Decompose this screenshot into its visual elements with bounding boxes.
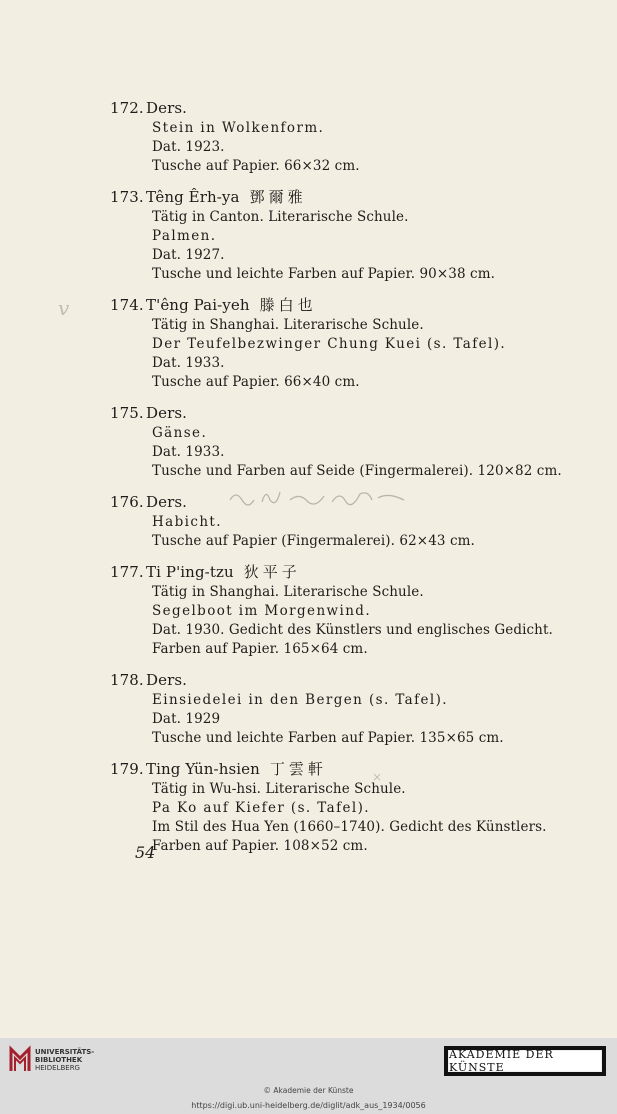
catalogue-entry [110,187,590,284]
copyright-notice: © Akademie der Künste [263,1086,354,1095]
catalogue-entry [110,759,590,856]
artist-name-chinese: 鄧爾雅 [249,188,307,206]
page-number: 54 [135,843,156,862]
artist-name: Ting Yün-hsien [146,760,260,778]
entry-detail-line: Tusche und leichte Farben auf Papier. 90×38 cm. [152,266,496,282]
pencil-scribble [228,486,408,508]
entry-detail-line: Segelboot im Morgenwind. [152,603,372,619]
entry-number: 179. [110,760,144,778]
akademie-badge[interactable]: AKADEMIE DER KÜNSTE [444,1046,606,1076]
entry-heading [110,98,590,119]
catalogue-entry [110,670,590,748]
artist-name: Têng Êrh-ya [146,188,240,206]
entry-number: 173. [110,188,144,206]
entry-detail-line: Habicht. [152,514,222,530]
artist-name: Ti P'ing-tzu [146,563,234,581]
entry-heading [110,670,590,691]
catalogue-entry [110,403,590,481]
artist-name: Ders. [146,404,188,422]
entry-detail-line: Tätig in Canton. Literarische Schule. [152,209,409,225]
entry-detail-line: Pa Ko auf Kiefer (s. Tafel). [152,800,370,816]
entry-detail-line: Dat. 1927. [152,247,225,263]
entry-detail-line: Der Teufelbezwinger Chung Kuei (s. Tafel). [152,336,507,352]
entry-detail-line: Dat. 1923. [152,139,225,155]
entry-number: 172. [110,99,144,117]
pencil-mark-left: v [58,296,70,320]
artist-name: Ders. [146,493,188,511]
entry-detail-line: Tusche auf Papier. 66×40 cm. [152,374,360,390]
entry-detail-line: Dat. 1933. [152,444,225,460]
entry-detail-line: Dat. 1929 [152,711,221,727]
entry-detail-line: Dat. 1930. Gedicht des Künstlers und englisches Gedicht. [152,622,553,638]
entry-detail-line: Dat. 1933. [152,355,225,371]
entry-detail-line: Gänse. [152,425,208,441]
entry-heading [110,562,590,583]
artist-name: T'êng Pai-yeh [146,296,250,314]
entry-detail-line: Tusche auf Papier. 66×32 cm. [152,158,360,174]
entry-detail-line: Tusche auf Papier (Fingermalerei). 62×43 cm. [152,533,475,549]
catalogue-entry [110,98,590,176]
entry-detail-line: Tusche und Farben auf Seide (Fingermalerei). 120×82 cm. [152,463,562,479]
entry-detail-line: Farben auf Papier. 108×52 cm. [152,838,368,854]
entry-heading [110,759,590,780]
entry-heading [110,295,590,316]
artist-name-chinese: 丁雲軒 [269,760,327,778]
entry-detail-line: Tätig in Wu-hsi. Literarische Schule. [152,781,406,797]
entry-number: 175. [110,404,144,422]
entry-number: 178. [110,671,144,689]
entry-heading [110,187,590,208]
catalogue-entries [110,98,590,867]
entry-number: 177. [110,563,144,581]
entry-detail-line: Tätig in Shanghai. Literarische Schule. [152,317,424,333]
university-library-logo [8,1044,32,1074]
artist-name-chinese: 狄平子 [243,563,301,581]
entry-number: 176. [110,493,144,511]
entry-detail-line: Tusche und leichte Farben auf Papier. 135×65 cm. [152,730,504,746]
catalogue-entry [110,562,590,659]
entry-detail-line: Einsiedelei in den Bergen (s. Tafel). [152,692,448,708]
entry-detail-line: Palmen. [152,228,217,244]
artist-name-chinese: 滕白也 [259,296,317,314]
artist-name: Ders. [146,99,188,117]
entry-detail-line: Farben auf Papier. 165×64 cm. [152,641,368,657]
entry-detail-line: Tätig in Shanghai. Literarische Schule. [152,584,424,600]
library-name: UNIVERSITÄTS- BIBLIOTHEK HEIDELBERG [35,1048,95,1072]
artist-name: Ders. [146,671,188,689]
entry-number: 174. [110,296,144,314]
catalogue-entry [110,295,590,392]
pencil-mark-x: × [372,770,383,784]
source-url-link[interactable]: https://digi.ub.uni-heidelberg.de/diglit/adk_aus_1934/0056 [191,1101,426,1110]
entry-detail-line: Im Stil des Hua Yen (1660–1740). Gedicht des Künstlers. [152,819,547,835]
entry-detail-line: Stein in Wolkenform. [152,120,325,136]
entry-heading [110,403,590,424]
footer-bar [0,1038,617,1114]
